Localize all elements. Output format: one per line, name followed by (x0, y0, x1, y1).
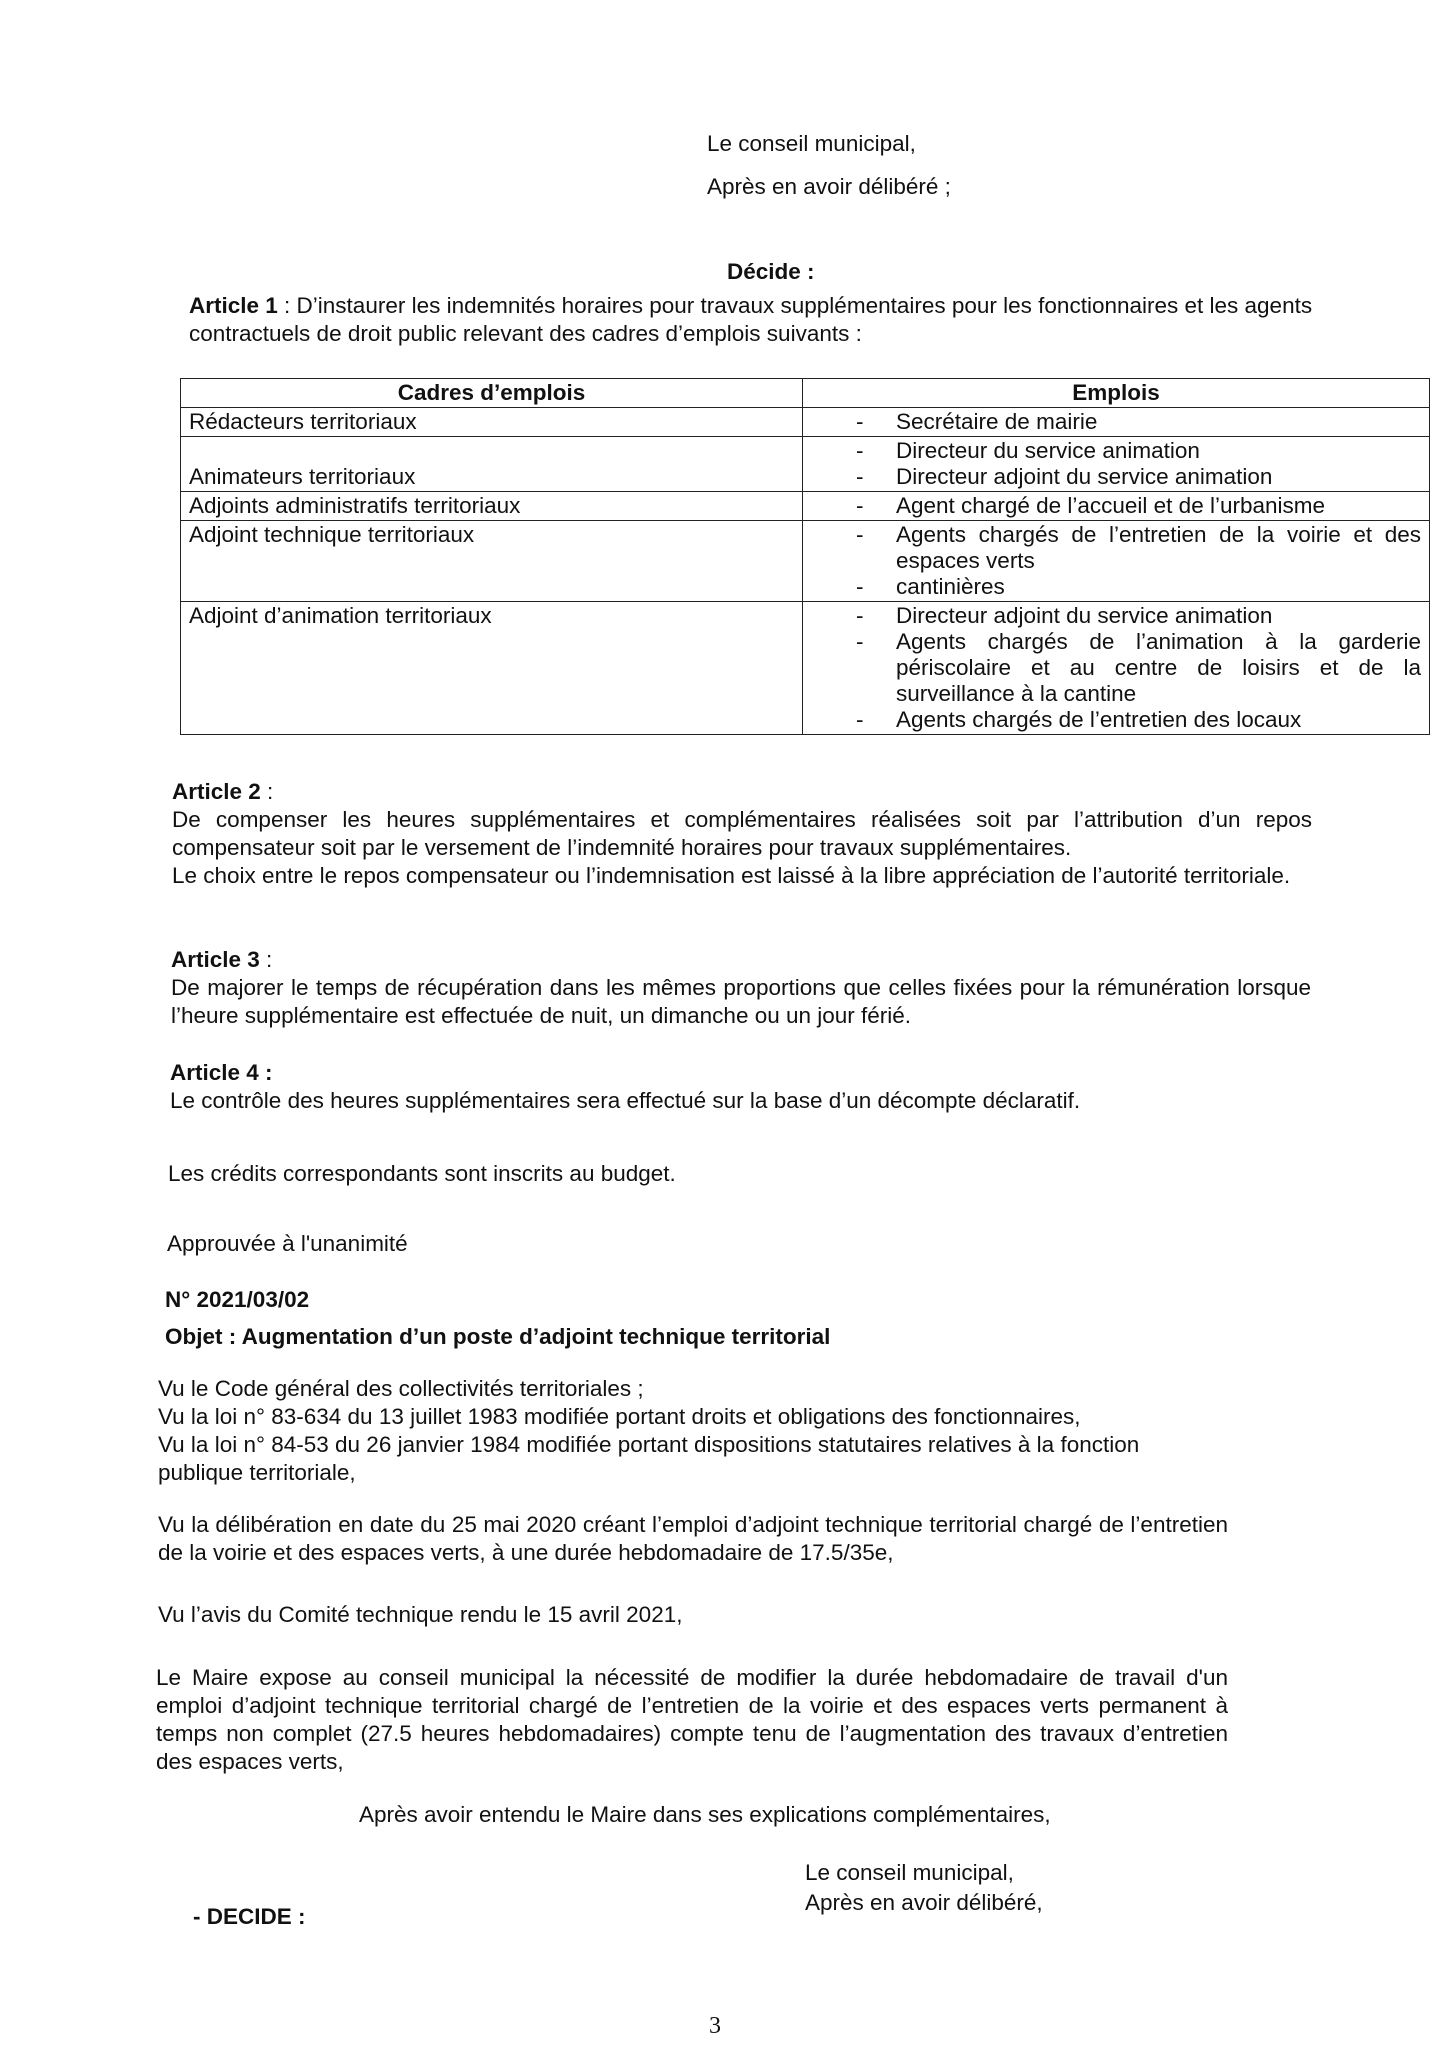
article-4-label: Article 4 : (170, 1060, 273, 1085)
article-2-colon: : (260, 779, 274, 804)
vu-avis: Vu l’avis du Comité technique rendu le 15 avril 2021, (158, 1602, 683, 1627)
article-2-text1: De compenser les heures supplémentaires et complémentaires réalisées soit par l’attribution d’un repos compensateur soit par le versement de l’indemnité horaires pour travaux supplémentaires. (172, 807, 1312, 860)
emploi-item: - Agents chargés de l’entretien des locaux (811, 707, 1421, 733)
emploi-item: - Directeur adjoint du service animation (811, 464, 1421, 490)
emplois-cell (803, 437, 1430, 492)
vu-code: Vu le Code général des collectivités territoriales ; (158, 1376, 644, 1401)
article-1-label: Article 1 (189, 293, 278, 318)
deliberation-number: N° 2021/03/02 (165, 1287, 310, 1312)
page-number: 3 (709, 2013, 721, 2039)
cadre-cell: Rédacteurs territoriaux (181, 408, 803, 437)
table-header-row (181, 379, 1430, 408)
header-emplois: Emplois (803, 379, 1430, 408)
approved-text: Approuvée à l'unanimité (167, 1231, 408, 1256)
cadre-cell: Adjoint technique territoriaux (181, 521, 803, 602)
cadre-cell: Adjoints administratifs territoriaux (181, 492, 803, 521)
cadre-cell: Adjoint d’animation territoriaux (181, 602, 803, 735)
emploi-item: - Agents chargés de l’entretien de la voirie et des espaces verts (811, 522, 1421, 574)
article-4 (170, 1059, 1310, 1115)
article-2-text2: Le choix entre le repos compensateur ou l’indemnisation est laissé à la libre appréciation de l’autorité territoriale. (172, 863, 1291, 888)
vu-deliberation: Vu la délibération en date du 25 mai 2020 créant l’emploi d’adjoint technique territorial chargé de l’entretien de la voirie et des espaces verts, à une durée hebdomadaire de 17.5/35e, (158, 1512, 1228, 1565)
emploi-item: - Agent chargé de l’accueil et de l’urbanisme (811, 493, 1421, 519)
heard-text: Après avoir entendu le Maire dans ses explications complémentaires, (359, 1802, 1051, 1827)
emplois-cell (803, 602, 1430, 735)
vu-loi-1983: Vu la loi n° 83-634 du 13 juillet 1983 modifiée portant droits et obligations des fonctionnaires, (158, 1404, 1081, 1429)
article-3-label: Article 3 (171, 947, 260, 972)
emploi-item: - Agents chargés de l’animation à la garderie périscolaire et au centre de loisirs et de la surveillance à la cantine (811, 629, 1421, 707)
intro-council: Le conseil municipal, (707, 131, 916, 156)
cadre-cell: Animateurs territoriaux (181, 437, 803, 492)
article-2-label: Article 2 (172, 779, 261, 804)
employment-table (180, 378, 1430, 735)
maire-expose: Le Maire expose au conseil municipal la nécessité de modifier la durée hebdomadaire de travail d'un emploi d’adjoint technique territorial chargé de l’entretien de la voirie et des espaces verts permanent à temps non complet (27.5 heures hebdomadaires) compte tenu de l’augmentation des travaux d’entretien des espaces verts, (156, 1665, 1228, 1774)
emplois-cell (803, 492, 1430, 521)
table-row (181, 492, 1430, 521)
article-1-text: : D’instaurer les indemnités horaires pour travaux supplémentaires pour les fonctionnaires et les agents contractuels de droit public relevant des cadres d’emplois suivants : (189, 293, 1313, 346)
deliberation-object: Objet : Augmentation d’un poste d’adjoint technique territorial (165, 1324, 831, 1349)
emplois-cell (803, 408, 1430, 437)
article-3-colon: : (259, 947, 273, 972)
credits-text: Les crédits correspondants sont inscrits au budget. (168, 1161, 676, 1186)
council-text: Le conseil municipal, (805, 1860, 1014, 1885)
emplois-cell (803, 521, 1430, 602)
table-row (181, 521, 1430, 602)
emploi-item: - cantinières (811, 574, 1421, 600)
table-row (181, 602, 1430, 735)
council-deliberated: Après en avoir délibéré, (805, 1890, 1043, 1915)
vu-loi-1984: Vu la loi n° 84-53 du 26 janvier 1984 modifiée portant dispositions statutaires relatives à la fonction publique territoriale, (158, 1432, 1140, 1485)
intro-deliberated: Après en avoir délibéré ; (707, 174, 951, 199)
emploi-item: - Secrétaire de mairie (811, 409, 1421, 435)
decide-final: - DECIDE : (193, 1904, 306, 1929)
header-cadres: Cadres d’emplois (181, 379, 803, 408)
table-row (181, 437, 1430, 492)
article-2 (172, 778, 1312, 890)
article-1 (189, 292, 1319, 348)
emploi-item: - Directeur adjoint du service animation (811, 603, 1421, 629)
article-3 (171, 946, 1311, 1030)
vu-block-1 (158, 1375, 1228, 1487)
article-3-text: De majorer le temps de récupération dans les mêmes proportions que celles fixées pour la rémunération lorsque l’heure supplémentaire est effectuée de nuit, un dimanche ou un jour férié. (171, 975, 1311, 1028)
article-4-text: Le contrôle des heures supplémentaires sera effectué sur la base d’un décompte déclaratif. (170, 1088, 1081, 1113)
emploi-item: - Directeur du service animation (811, 438, 1421, 464)
decide-heading: Décide : (727, 259, 815, 284)
table-row (181, 408, 1430, 437)
